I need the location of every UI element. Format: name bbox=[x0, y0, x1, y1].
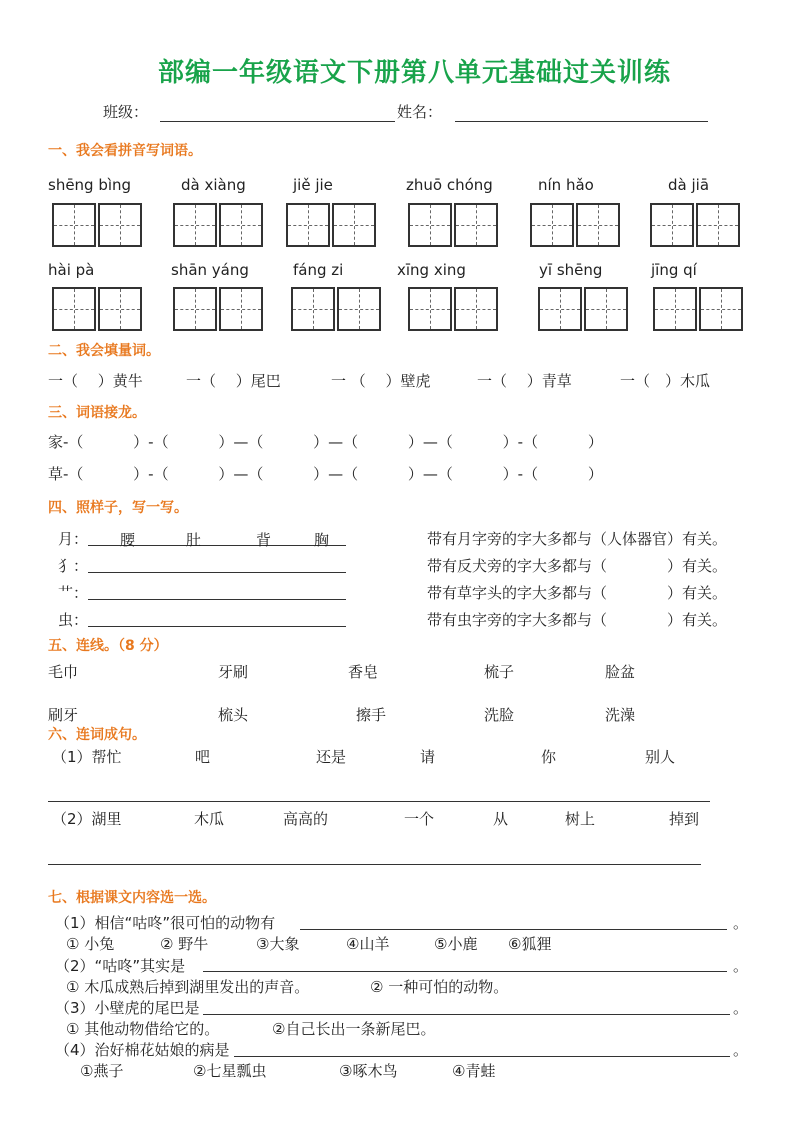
pinyin: xīng xing bbox=[397, 261, 466, 279]
question-text: （3）小壁虎的尾巴是 bbox=[55, 999, 200, 1017]
match-item[interactable]: 刷牙 bbox=[48, 706, 79, 724]
match-item[interactable]: 擦手 bbox=[356, 706, 387, 724]
writing-grid-box[interactable] bbox=[173, 203, 217, 247]
writing-grid-box[interactable] bbox=[696, 203, 740, 247]
answer-line[interactable] bbox=[234, 1056, 730, 1057]
period: 。 bbox=[733, 999, 749, 1017]
word-card: 高高的 bbox=[283, 810, 329, 828]
writing-grid-box[interactable] bbox=[173, 287, 217, 331]
word-card: 掉到 bbox=[669, 810, 700, 828]
word-card: 吧 bbox=[195, 748, 211, 766]
match-item[interactable]: 洗脸 bbox=[484, 706, 515, 724]
pinyin: zhuō chóng bbox=[406, 176, 493, 194]
measure-word-item[interactable]: 一（ ）尾巴 bbox=[186, 372, 281, 390]
question-text: （2）“咕咚”其实是 bbox=[55, 957, 186, 975]
option[interactable]: ⑥狐狸 bbox=[508, 935, 552, 953]
word-card: 一个 bbox=[404, 810, 435, 828]
option[interactable]: ③大象 bbox=[256, 935, 300, 953]
example-char: 胸 bbox=[314, 531, 330, 549]
name-blank[interactable] bbox=[455, 121, 708, 122]
section-6-heading: 六、连词成句。 bbox=[48, 727, 146, 743]
word-card: （1）帮忙 bbox=[52, 748, 122, 766]
option[interactable]: ①燕子 bbox=[80, 1062, 124, 1080]
pinyin: shān yáng bbox=[171, 261, 249, 279]
option[interactable]: ② 一种可怕的动物。 bbox=[370, 978, 509, 996]
measure-word-item[interactable]: 一（ ）黄牛 bbox=[48, 372, 143, 390]
measure-word-item[interactable]: 一 （ ）壁虎 bbox=[331, 372, 431, 390]
match-item[interactable]: 梳头 bbox=[218, 706, 249, 724]
match-item[interactable]: 洗澡 bbox=[605, 706, 636, 724]
writing-grid-box[interactable] bbox=[408, 287, 452, 331]
class-blank[interactable] bbox=[160, 121, 395, 122]
question-text: （1）相信“咕咚”很可怕的动物有 bbox=[55, 914, 276, 932]
match-item[interactable]: 香皂 bbox=[348, 663, 379, 681]
option[interactable]: ③啄木鸟 bbox=[339, 1062, 398, 1080]
pinyin: dà xiàng bbox=[181, 176, 246, 194]
option[interactable]: ②自己长出一条新尾巴。 bbox=[272, 1020, 436, 1038]
writing-grid-box[interactable] bbox=[576, 203, 620, 247]
radical-sentence: 带有月字旁的字大多都与（人体器官）有关。 bbox=[427, 530, 728, 548]
word-card: 你 bbox=[541, 748, 557, 766]
writing-grid-box[interactable] bbox=[286, 203, 330, 247]
radical-sentence[interactable]: 带有反犬旁的字大多都与（ ）有关。 bbox=[427, 557, 728, 575]
example-char: 背 bbox=[256, 531, 272, 549]
pinyin: fáng zi bbox=[293, 261, 344, 279]
word-card: 从 bbox=[493, 810, 509, 828]
answer-line[interactable] bbox=[88, 626, 346, 627]
pinyin: hài pà bbox=[48, 261, 95, 279]
example-char: 肚 bbox=[186, 531, 202, 549]
writing-grid-box[interactable] bbox=[98, 287, 142, 331]
section-7-heading: 七、根据课文内容选一选。 bbox=[48, 890, 216, 906]
section-3-heading: 三、词语接龙。 bbox=[48, 405, 146, 421]
word-card: 别人 bbox=[645, 748, 676, 766]
writing-grid-box[interactable] bbox=[454, 203, 498, 247]
radical-sentence[interactable]: 带有虫字旁的字大多都与（ ）有关。 bbox=[427, 611, 728, 629]
writing-grid-box[interactable] bbox=[52, 203, 96, 247]
match-item[interactable]: 毛巾 bbox=[48, 663, 79, 681]
pinyin: nín hǎo bbox=[538, 176, 594, 194]
answer-line[interactable] bbox=[88, 599, 346, 600]
option[interactable]: ① 木瓜成熟后掉到湖里发出的声音。 bbox=[66, 978, 310, 996]
writing-grid-box[interactable] bbox=[219, 287, 263, 331]
option[interactable]: ② 野牛 bbox=[160, 935, 209, 953]
option[interactable]: ① 小兔 bbox=[66, 935, 115, 953]
word-chain-row[interactable]: 草-（ ）-（ ）—（ ）—（ ）—（ ）-（ ） bbox=[48, 465, 603, 483]
answer-line[interactable] bbox=[203, 1014, 730, 1015]
word-card: 树上 bbox=[565, 810, 596, 828]
section-2-heading: 二、我会填量词。 bbox=[48, 343, 160, 359]
option[interactable]: ④青蛙 bbox=[452, 1062, 496, 1080]
class-label: 班级： bbox=[103, 103, 149, 121]
pinyin: dà jiā bbox=[668, 176, 710, 194]
radical-label: 艹： bbox=[58, 584, 89, 602]
word-card: 还是 bbox=[316, 748, 347, 766]
radical-label: 虫： bbox=[58, 611, 89, 629]
answer-line[interactable] bbox=[300, 929, 727, 930]
period: 。 bbox=[733, 914, 749, 932]
writing-grid-box[interactable] bbox=[219, 203, 263, 247]
radical-label: 犭： bbox=[58, 557, 89, 575]
match-item[interactable]: 脸盆 bbox=[605, 663, 636, 681]
option[interactable]: ① 其他动物借给它的。 bbox=[66, 1020, 220, 1038]
match-item[interactable]: 梳子 bbox=[484, 663, 515, 681]
writing-grid-box[interactable] bbox=[337, 287, 381, 331]
writing-grid-box[interactable] bbox=[52, 287, 96, 331]
answer-line[interactable] bbox=[48, 864, 701, 865]
answer-line[interactable] bbox=[203, 971, 727, 972]
writing-grid-box[interactable] bbox=[332, 203, 376, 247]
writing-grid-box[interactable] bbox=[584, 287, 628, 331]
writing-grid-box[interactable] bbox=[408, 203, 452, 247]
word-card: 木瓜 bbox=[194, 810, 225, 828]
page-title: 部编一年级语文下册第八单元基础过关训练 bbox=[158, 58, 672, 88]
period: 。 bbox=[733, 957, 749, 975]
answer-line[interactable] bbox=[48, 801, 710, 802]
writing-grid-box[interactable] bbox=[530, 203, 574, 247]
name-label: 姓名： bbox=[397, 103, 443, 121]
pinyin: yī shēng bbox=[539, 261, 603, 279]
option[interactable]: ②七星瓢虫 bbox=[193, 1062, 267, 1080]
writing-grid-box[interactable] bbox=[650, 203, 694, 247]
section-5-heading: 五、连线。（8 分） bbox=[48, 638, 168, 654]
word-chain-row[interactable]: 家-（ ）-（ ）—（ ）—（ ）—（ ）-（ ） bbox=[48, 433, 603, 451]
writing-grid-box[interactable] bbox=[538, 287, 582, 331]
period: 。 bbox=[733, 1041, 749, 1059]
writing-grid-box[interactable] bbox=[291, 287, 335, 331]
section-4-heading: 四、照样子，写一写。 bbox=[48, 500, 188, 516]
writing-grid-box[interactable] bbox=[98, 203, 142, 247]
question-text: （4）治好棉花姑娘的病是 bbox=[55, 1041, 230, 1059]
pinyin: jiě jie bbox=[293, 176, 333, 194]
measure-word-item[interactable]: 一（ ）青草 bbox=[477, 372, 572, 390]
radical-sentence[interactable]: 带有草字头的字大多都与（ ）有关。 bbox=[427, 584, 728, 602]
option[interactable]: ⑤小鹿 bbox=[434, 935, 478, 953]
section-1-heading: 一、我会看拼音写词语。 bbox=[48, 143, 202, 159]
writing-grid-box[interactable] bbox=[653, 287, 697, 331]
pinyin: shēng bìng bbox=[48, 176, 132, 194]
radical-label: 月： bbox=[58, 530, 89, 548]
option[interactable]: ④山羊 bbox=[346, 935, 390, 953]
pinyin: jīng qí bbox=[651, 261, 697, 279]
match-item[interactable]: 牙刷 bbox=[218, 663, 249, 681]
word-card: 请 bbox=[420, 748, 436, 766]
answer-line[interactable] bbox=[88, 572, 346, 573]
writing-grid-box[interactable] bbox=[699, 287, 743, 331]
writing-grid-box[interactable] bbox=[454, 287, 498, 331]
example-char: 腰 bbox=[120, 531, 136, 549]
word-card: （2）湖里 bbox=[52, 810, 122, 828]
measure-word-item[interactable]: 一（ ）木瓜 bbox=[620, 372, 711, 390]
